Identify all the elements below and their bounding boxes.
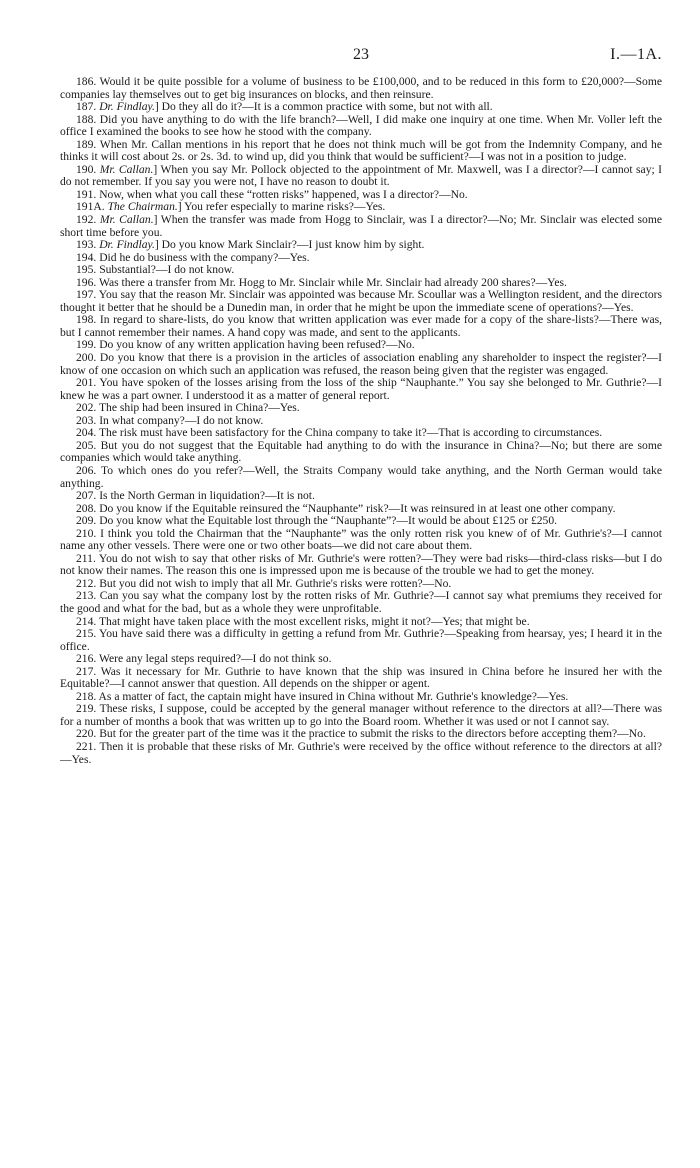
page-header [60,46,662,68]
paragraph-text: 186. Would it be quite possible for a volume of business to be £100,000, and to be reduced in this form to £20,000?—Some companies lay themselves out to get big insurances on blocks, and then reinsure. [60,75,662,101]
document-reference: I.—1A. [610,46,662,63]
paragraph-text: 218. As a matter of fact, the captain might have insured in China without Mr. Guthrie's knowledge?—Yes. [76,689,569,703]
paragraph-text: 216. Were any legal steps required?—I do not think so. [76,652,332,666]
paragraph-text: 202. The ship had been insured in China?—Yes. [76,401,300,415]
paragraph-text: 201. You have spoken of the losses arising from the loss of the ship “Nauphante.” You say she belonged to Mr. Guthrie?—I knew he was a part owner. I understood it as a matter of general report. [60,376,662,402]
testimony-paragraph [60,590,662,615]
testimony-paragraph [60,666,662,691]
testimony-paragraph [60,314,662,339]
paragraph-text: 207. Is the North German in liquidation?—It is not. [76,489,315,503]
testimony-body [60,76,662,766]
testimony-paragraph [60,164,662,189]
paragraph-text: 194. Did he do business with the company?—Yes. [76,250,310,264]
testimony-paragraph [60,289,662,314]
paragraph-text: 204. The risk must have been satisfactory for the China company to take it?—That is according to circumstances. [76,426,603,440]
paragraph-text: 197. You say that the reason Mr. Sinclair was appointed was because Mr. Scoullar was a Wellington resident, and the directors thought it better that he should be a Dunedin man, in order that he might be upon the immediate scene of operations?—Yes. [60,288,662,314]
paragraph-text: 219. These risks, I suppose, could be accepted by the general manager without reference to the directors at all?—There was for a number of months a book that was written up to go into the Board room. Whether it was used or not I cannot say. [60,702,662,728]
testimony-paragraph [60,76,662,101]
testimony-paragraph [60,352,662,377]
paragraph-text: 215. You have said there was a difficulty in getting a refund from Mr. Guthrie?—Speaking from hearsay, yes; I heard it in the office. [60,627,662,653]
question-number: 187. [76,100,100,114]
paragraph-text: 212. But you did not wish to imply that all Mr. Guthrie's risks were rotten?—No. [76,576,452,590]
paragraph-text: 189. When Mr. Callan mentions in his report that he does not think much will be got from the Indemnity Company, and he thinks it will cost about 2s. or 2s. 3d. to wind up, did you think that would be sufficient?—I was not in a position to judge. [60,137,662,164]
paragraph-text: 203. In what company?—I do not know. [76,413,264,427]
testimony-paragraph [60,553,662,578]
testimony-paragraph [60,703,662,728]
paragraph-text: 211. You do not wish to say that other risks of Mr. Guthrie's were rotten?—They were bad risks—third-class risks—but I do not know their names. The reason this one is impressed upon me is because of the trouble we had to get the money. [60,551,662,578]
paragraph-text: 213. Can you say what the company lost by the rotten risks of Mr. Guthrie?—I cannot say what premiums they received for the good and what for the bad, but as a whole they were unprofitable. [60,589,662,615]
testimony-paragraph [60,139,662,164]
paragraph-text: 199. Do you know of any written application having been refused?—No. [76,338,415,352]
page-number: 23 [353,46,369,63]
paragraph-text: ] When the transfer was made from Hogg to Sinclair, was I a director?—No; Mr. Sinclair was elected some short time before you. [60,213,662,239]
paragraph-text: 209. Do you know what the Equitable lost through the “Nauphante”?—It would be about £125 or £250. [76,514,558,528]
testimony-paragraph [60,741,662,766]
question-number: 190. [76,162,100,176]
testimony-paragraph [60,628,662,653]
paragraph-text: 198. In regard to share-lists, do you know that written application was ever made for a copy of the share-lists?—There was, but I cannot remember their names. A hand copy was made, and sent to the applicants. [60,313,662,339]
paragraph-text: ] Do you know Mark Sinclair?—I just know him by sight. [154,238,425,252]
paragraph-text: 220. But for the greater part of the time was it the practice to submit the risks to the directors before accepting them?—No. [76,727,646,741]
testimony-paragraph [60,114,662,139]
question-number: 191A. [76,200,108,214]
speaker-name: Mr. Callan. [99,213,154,227]
paragraph-text: 195. Substantial?—I do not know. [76,263,235,277]
question-number: 193. [76,238,100,252]
speaker-name: Dr. Findlay. [99,238,155,252]
paragraph-text: 208. Do you know if the Equitable reinsured the “Nauphante” risk?—It was reinsured in at least one other company. [76,501,616,515]
testimony-paragraph [60,377,662,402]
paragraph-text: 191. Now, when what you call these “rotten risks” happened, was I a director?—No. [76,187,468,201]
speaker-name: Mr. Callan. [99,162,154,176]
paragraph-text: ] You refer especially to marine risks?—Yes. [177,200,386,214]
testimony-paragraph [60,465,662,490]
paragraph-text: ] When you say Mr. Pollock objected to the appointment of Mr. Maxwell, was I a director?—I cannot say; I do not remember. If you say you were not, I have no reason to doubt it. [60,162,662,189]
paragraph-text: 210. I think you told the Chairman that the “Nauphante” was the only rotten risk you knew of of Mr. Guthrie's?—I cannot name any other vessels. There were one or two other boats—we did not care about them. [60,526,662,553]
paragraph-text: 214. That might have taken place with the most excellent risks, might it not?—Yes; that might be. [76,614,530,628]
paragraph-text: 206. To which ones do you refer?—Well, the Straits Company would take anything, and the North German would take anything. [60,463,662,490]
paragraph-text: 188. Did you have anything to do with the life branch?—Well, I did make one inquiry at one time. When Mr. Voller left the office I examined the books to see how he stood with the company. [60,112,662,139]
paragraph-text: 196. Was there a transfer from Mr. Hogg to Mr. Sinclair while Mr. Sinclair had already 200 shares?—Yes. [76,275,567,289]
paragraph-text: 205. But you do not suggest that the Equitable had anything to do with the insurance in China?—No; but there are some companies which would take anything. [60,438,662,465]
paragraph-text: ] Do they all do it?—It is a common practice with some, but not with all. [154,100,493,114]
question-number: 192. [76,213,100,227]
paragraph-text: 221. Then it is probable that these risks of Mr. Guthrie's were received by the office without reference to the directors at all?—Yes. [60,739,662,766]
testimony-paragraph [60,440,662,465]
testimony-paragraph [60,214,662,239]
paragraph-text: 217. Was it necessary for Mr. Guthrie to have known that the ship was insured in China before he insured her with the Equitable?—I cannot answer that question. All depends on the shipper or agent. [60,664,662,691]
speaker-name: The Chairman. [107,200,178,214]
speaker-name: Dr. Findlay. [99,100,155,114]
paragraph-text: 200. Do you know that there is a provision in the articles of association enabling any shareholder to inspect the register?—I know of one occasion on which such an application was refused, the reason being given that the register was engaged. [60,351,662,377]
testimony-paragraph [60,528,662,553]
